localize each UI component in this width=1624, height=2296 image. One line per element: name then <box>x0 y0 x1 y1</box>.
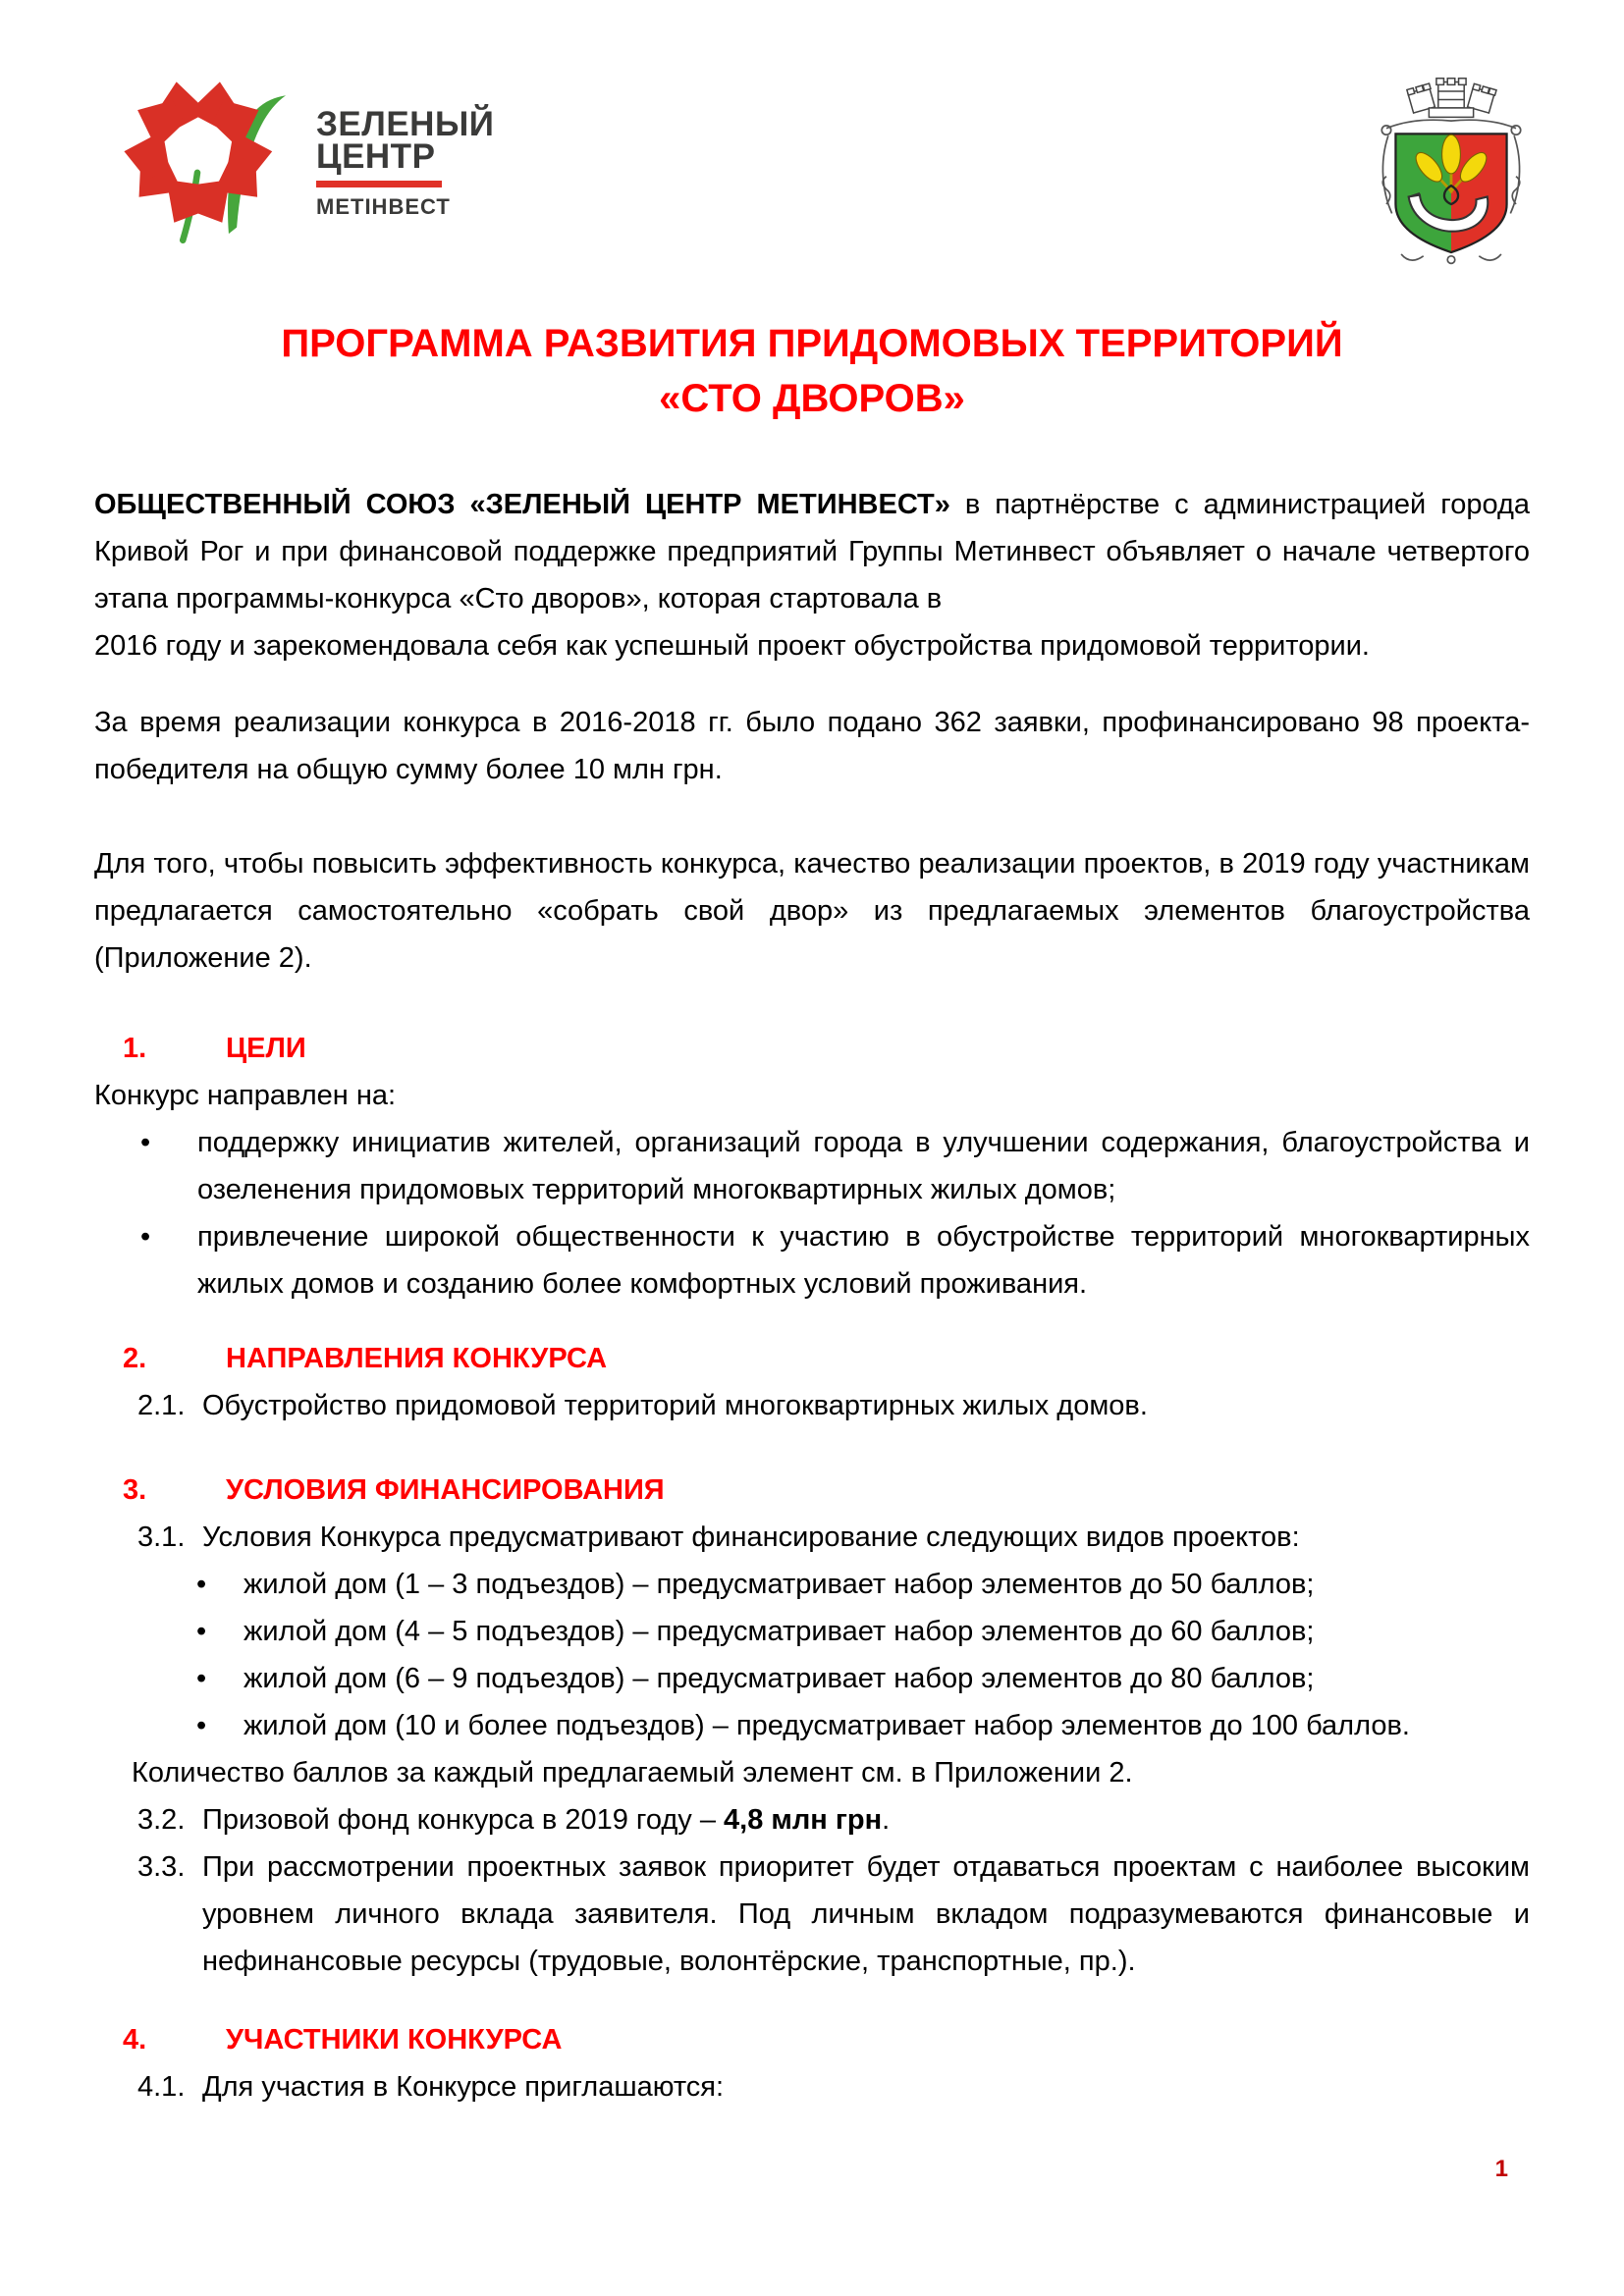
org-name-bold: ОБЩЕСТВЕННЫЙ СОЮЗ «ЗЕЛЕНЫЙ ЦЕНТР МЕТИНВЕСТ» <box>94 489 950 520</box>
section-1-label: ЦЕЛИ <box>226 1033 306 1064</box>
intro-paragraph-3: Для того, чтобы повысить эффективность конкурса, качество реализации проектов, в 2019 году участникам предлагается самостоятельно «собрать свой двор» из предлагаемых элементов благоустройства (Приложение 2). <box>94 848 1530 974</box>
logo-wordmark <box>316 105 495 220</box>
clause-number: 4.1. <box>137 2071 186 2103</box>
section-2-heading <box>94 1335 1530 1382</box>
section-4-number: 4. <box>123 2024 147 2056</box>
clause-text: Для участия в Конкурсе приглашаются: <box>202 2071 725 2103</box>
section-4-label: УЧАСТНИКИ КОНКУРСА <box>226 2024 563 2056</box>
section-3-label: УСЛОВИЯ ФИНАНСИРОВАНИЯ <box>226 1474 665 1506</box>
house-type-text: жилой дом (10 и более подъездов) – предусматривает набор элементов до 100 баллов. <box>244 1710 1410 1741</box>
clause-number: 3.3. <box>137 1851 186 1883</box>
bullet-icon: • <box>196 1569 207 1600</box>
clause-3-1 <box>94 1514 1530 1561</box>
clause-number: 3.2. <box>137 1804 186 1836</box>
goal-list-item <box>94 1213 1530 1308</box>
house-type-text: жилой дом (4 – 5 подъездов) – предусматривает набор элементов до 60 баллов; <box>244 1616 1315 1647</box>
clause-text: Условия Конкурса предусматривают финансирование следующих видов проектов: <box>202 1522 1300 1553</box>
section-1-heading <box>94 1025 1530 1072</box>
house-type-item <box>94 1561 1530 1608</box>
page-title <box>0 316 1624 426</box>
section-2-label: НАПРАВЛЕНИЯ КОНКУРСА <box>226 1343 608 1374</box>
intro-paragraph-1-tail: 2016 году и зарекомендовала себя как успешный проект обустройства придомовой территории. <box>94 630 1370 662</box>
section-3-heading <box>94 1467 1530 1514</box>
clause-4-1 <box>94 2063 1530 2110</box>
zeleny-centr-logo <box>108 75 494 243</box>
bullet-icon: • <box>196 1616 207 1647</box>
house-type-text: жилой дом (6 – 9 подъездов) – предусматривает набор элементов до 80 баллов; <box>244 1663 1315 1694</box>
goal-list-item <box>94 1119 1530 1213</box>
house-type-item <box>94 1655 1530 1702</box>
bullet-icon: • <box>140 1127 151 1158</box>
house-type-text: жилой дом (1 – 3 подъездов) – предусматривает набор элементов до 50 баллов; <box>244 1569 1315 1600</box>
house-type-item <box>94 1608 1530 1655</box>
document-body <box>0 481 1624 2110</box>
section-1-number: 1. <box>123 1033 147 1064</box>
clause-3-3 <box>94 1843 1530 1985</box>
flower-logo-icon <box>108 75 304 243</box>
clause-2-1 <box>94 1382 1530 1429</box>
title-line-2: «СТО ДВОРОВ» <box>659 377 965 420</box>
goal-item-text: привлечение широкой общественности к участию в обустройстве территорий многоквартирных жилых домов и созданию более комфортных условий проживания. <box>197 1221 1530 1300</box>
prize-fund-amount: 4,8 млн грн <box>724 1804 883 1836</box>
clause-text: Обустройство придомовой территорий многоквартирных жилых домов. <box>202 1390 1148 1421</box>
prize-fund-text: Призовой фонд конкурса в 2019 году – <box>202 1804 725 1836</box>
goal-item-text: поддержку инициатив жителей, организаций города в улучшении содержания, благоустройства и озеленения придомовых территорий многоквартирных жилых домов; <box>197 1127 1530 1205</box>
logo-divider <box>316 181 442 187</box>
intro-paragraph-2: За время реализации конкурса в 2016-2018 гг. было подано 362 заявки, профинансировано 98 проекта-победителя на общую сумму более 10 млн грн. <box>94 707 1530 785</box>
clause-text: При рассмотрении проектных заявок приоритет будет отдаваться проектам с наиболее высоким уровнем личного вклада заявителя. Под личным вкладом подразумеваются финансовые и нефинансовые ресурсы (трудовые, волонтёрские, транспортные, пр.). <box>202 1851 1530 1977</box>
logo-line-1: ЗЕЛЕНЫЙ <box>316 105 495 143</box>
flower-petals <box>118 81 278 234</box>
section-2-number: 2. <box>123 1343 147 1374</box>
section-3-number: 3. <box>123 1474 147 1506</box>
mural-crown <box>1407 79 1496 118</box>
header <box>0 0 1624 243</box>
clause-3-2 <box>94 1796 1530 1843</box>
section-1-intro: Конкурс направлен на: <box>94 1080 397 1111</box>
bullet-icon: • <box>196 1710 207 1741</box>
logo-line-3: МЕТІНВЕСТ <box>316 194 451 219</box>
bullet-icon: • <box>140 1221 151 1253</box>
prize-fund-period: . <box>882 1804 891 1836</box>
page-number: 1 <box>1494 2156 1508 2182</box>
title-line-1: ПРОГРАММА РАЗВИТИЯ ПРИДОМОВЫХ ТЕРРИТОРИЙ <box>281 322 1343 365</box>
clause-number: 2.1. <box>137 1390 186 1421</box>
clause-number: 3.1. <box>137 1522 186 1553</box>
clause-text <box>202 1796 1530 1843</box>
kryvyi-rih-emblem-icon <box>1377 75 1526 269</box>
intro-paragraph-1-rest: в партнёрстве с администрацией города Кривой Рог и при финансовой поддержке предприятий Группы Метинвест объявляет о начале четвертого этапа программы-конкурса «Сто дворов», которая стартовала в <box>94 489 1530 614</box>
bullet-icon: • <box>196 1663 207 1694</box>
intro-paragraph-1 <box>94 481 1530 669</box>
section-4-heading <box>94 2016 1530 2063</box>
logo-line-2: ЦЕНТР <box>316 137 436 176</box>
intro-paragraph-1-main <box>94 481 1530 622</box>
points-note: Количество баллов за каждый предлагаемый элемент см. в Приложении 2. <box>132 1757 1133 1789</box>
house-type-item <box>94 1702 1530 1749</box>
